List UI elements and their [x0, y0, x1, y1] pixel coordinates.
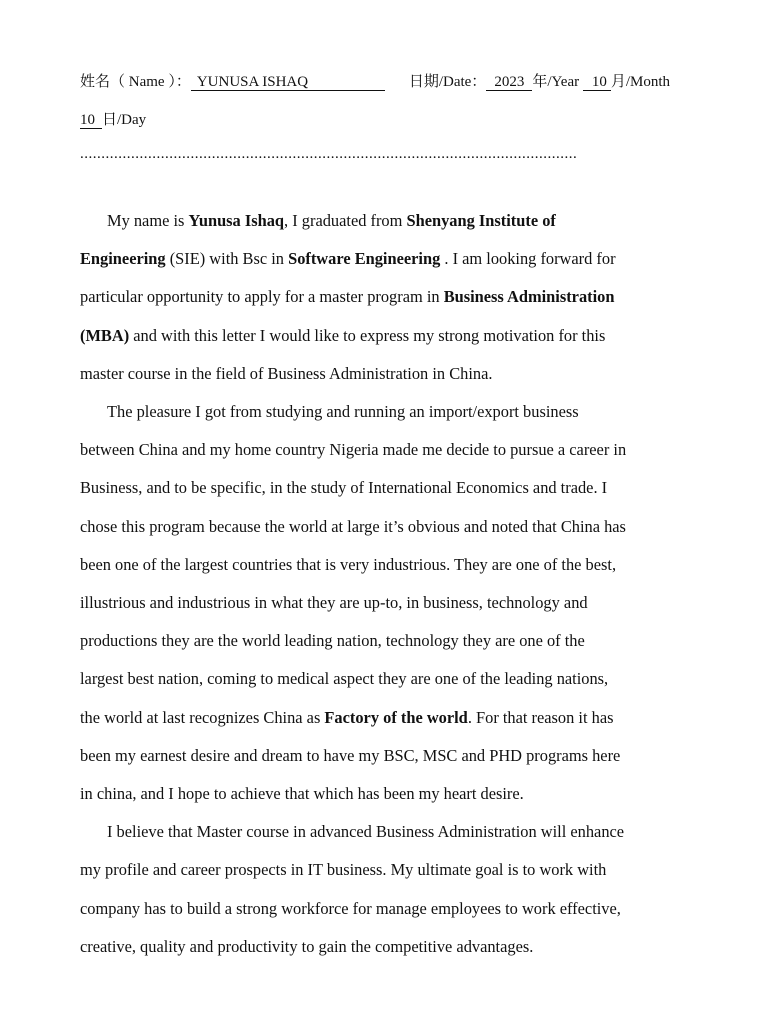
text-run: particular opportunity to apply for a master program in — [80, 287, 444, 307]
text-line — [80, 660, 686, 698]
text-run: My name is — [107, 211, 189, 230]
text-run: I believe that Master course in advanced Business Administration will enhance — [107, 822, 625, 842]
bold-text-run: Yunusa Ishaq — [188, 211, 285, 230]
text-run: creative, quality and productivity to gain the competitive advantages. — [80, 936, 534, 956]
text-run: between China and my home country Nigeria made me decide to pursue a career in — [80, 440, 627, 460]
text-run: Business, and to be specific, in the study of International Economics and trade. I — [80, 478, 608, 498]
text-run: the world at last recognizes China as — [80, 707, 325, 727]
text-line — [80, 240, 686, 278]
text-run: . I am looking forward for — [440, 249, 616, 269]
text-run: my profile and career prospects in IT business. My ultimate goal is to work with — [80, 860, 607, 880]
text-run: productions they are the world leading nation, technology they are one of the — [80, 631, 585, 651]
header-row-day — [80, 110, 146, 130]
name-value: YUNUSA ISHAQ — [191, 74, 385, 91]
dotted-separator: ..................................................................................................................... — [80, 146, 578, 162]
month-label: 月/Month — [610, 74, 671, 90]
text-run: master course in the field of Business Administration in China. — [80, 363, 493, 383]
bold-text-run: Factory of the world — [324, 707, 468, 727]
paragraph — [80, 202, 686, 393]
text-run: (SIE) with Bsc in — [165, 249, 289, 269]
text-run: and with this letter I would like to express my strong motivation for this — [129, 325, 606, 345]
text-run: The pleasure I got from studying and running an import/export business — [107, 402, 579, 422]
text-run: company has to build a strong workforce for manage employees to work effective, — [80, 898, 621, 918]
text-line — [80, 508, 686, 546]
text-line — [80, 813, 686, 851]
text-line — [80, 355, 686, 393]
bold-text-run: Engineering — [80, 249, 166, 269]
date-label: 日期/Date： — [408, 74, 487, 90]
text-line — [80, 278, 686, 316]
text-line — [80, 202, 686, 240]
text-run: been one of the largest countries that is very industrious. They are one of the best, — [80, 554, 617, 574]
year-label: 年/Year — [532, 74, 580, 90]
text-line — [80, 699, 686, 737]
bold-text-run: Shenyang Institute of — [406, 211, 556, 230]
header-row-name-date — [80, 72, 670, 92]
text-run: chose this program because the world at large it’s obvious and noted that China has — [80, 516, 626, 536]
name-label: 姓名（ Name ）： — [80, 74, 191, 90]
text-line — [80, 775, 686, 813]
text-run: in china, and I hope to achieve that which has been my heart desire. — [80, 784, 524, 804]
text-line — [80, 469, 686, 507]
month-value: 10 — [583, 74, 611, 91]
day-value: 10 — [80, 112, 102, 129]
text-line — [80, 737, 686, 775]
text-line — [80, 317, 686, 355]
bold-text-run: Software Engineering — [288, 249, 441, 269]
text-line — [80, 622, 686, 660]
day-label: 日/Day — [102, 112, 147, 128]
text-line — [80, 393, 686, 431]
text-run: . For that reason it has — [467, 707, 614, 727]
text-run: , I graduated from — [284, 211, 407, 230]
text-line — [80, 928, 686, 966]
year-value: 2023 — [486, 74, 532, 91]
text-line — [80, 851, 686, 889]
text-run: illustrious and industrious in what they are up-to, in business, technology and — [80, 593, 588, 613]
paragraph — [80, 813, 686, 966]
bold-text-run: Business Administration — [443, 287, 615, 307]
text-line — [80, 890, 686, 928]
letter-body — [80, 202, 686, 966]
text-line — [80, 546, 686, 584]
bold-text-run: (MBA) — [80, 325, 130, 345]
text-line — [80, 431, 686, 469]
text-run: been my earnest desire and dream to have my BSC, MSC and PHD programs here — [80, 745, 621, 765]
text-line — [80, 584, 686, 622]
paragraph — [80, 393, 686, 813]
text-run: largest best nation, coming to medical aspect they are one of the leading nations, — [80, 669, 609, 689]
